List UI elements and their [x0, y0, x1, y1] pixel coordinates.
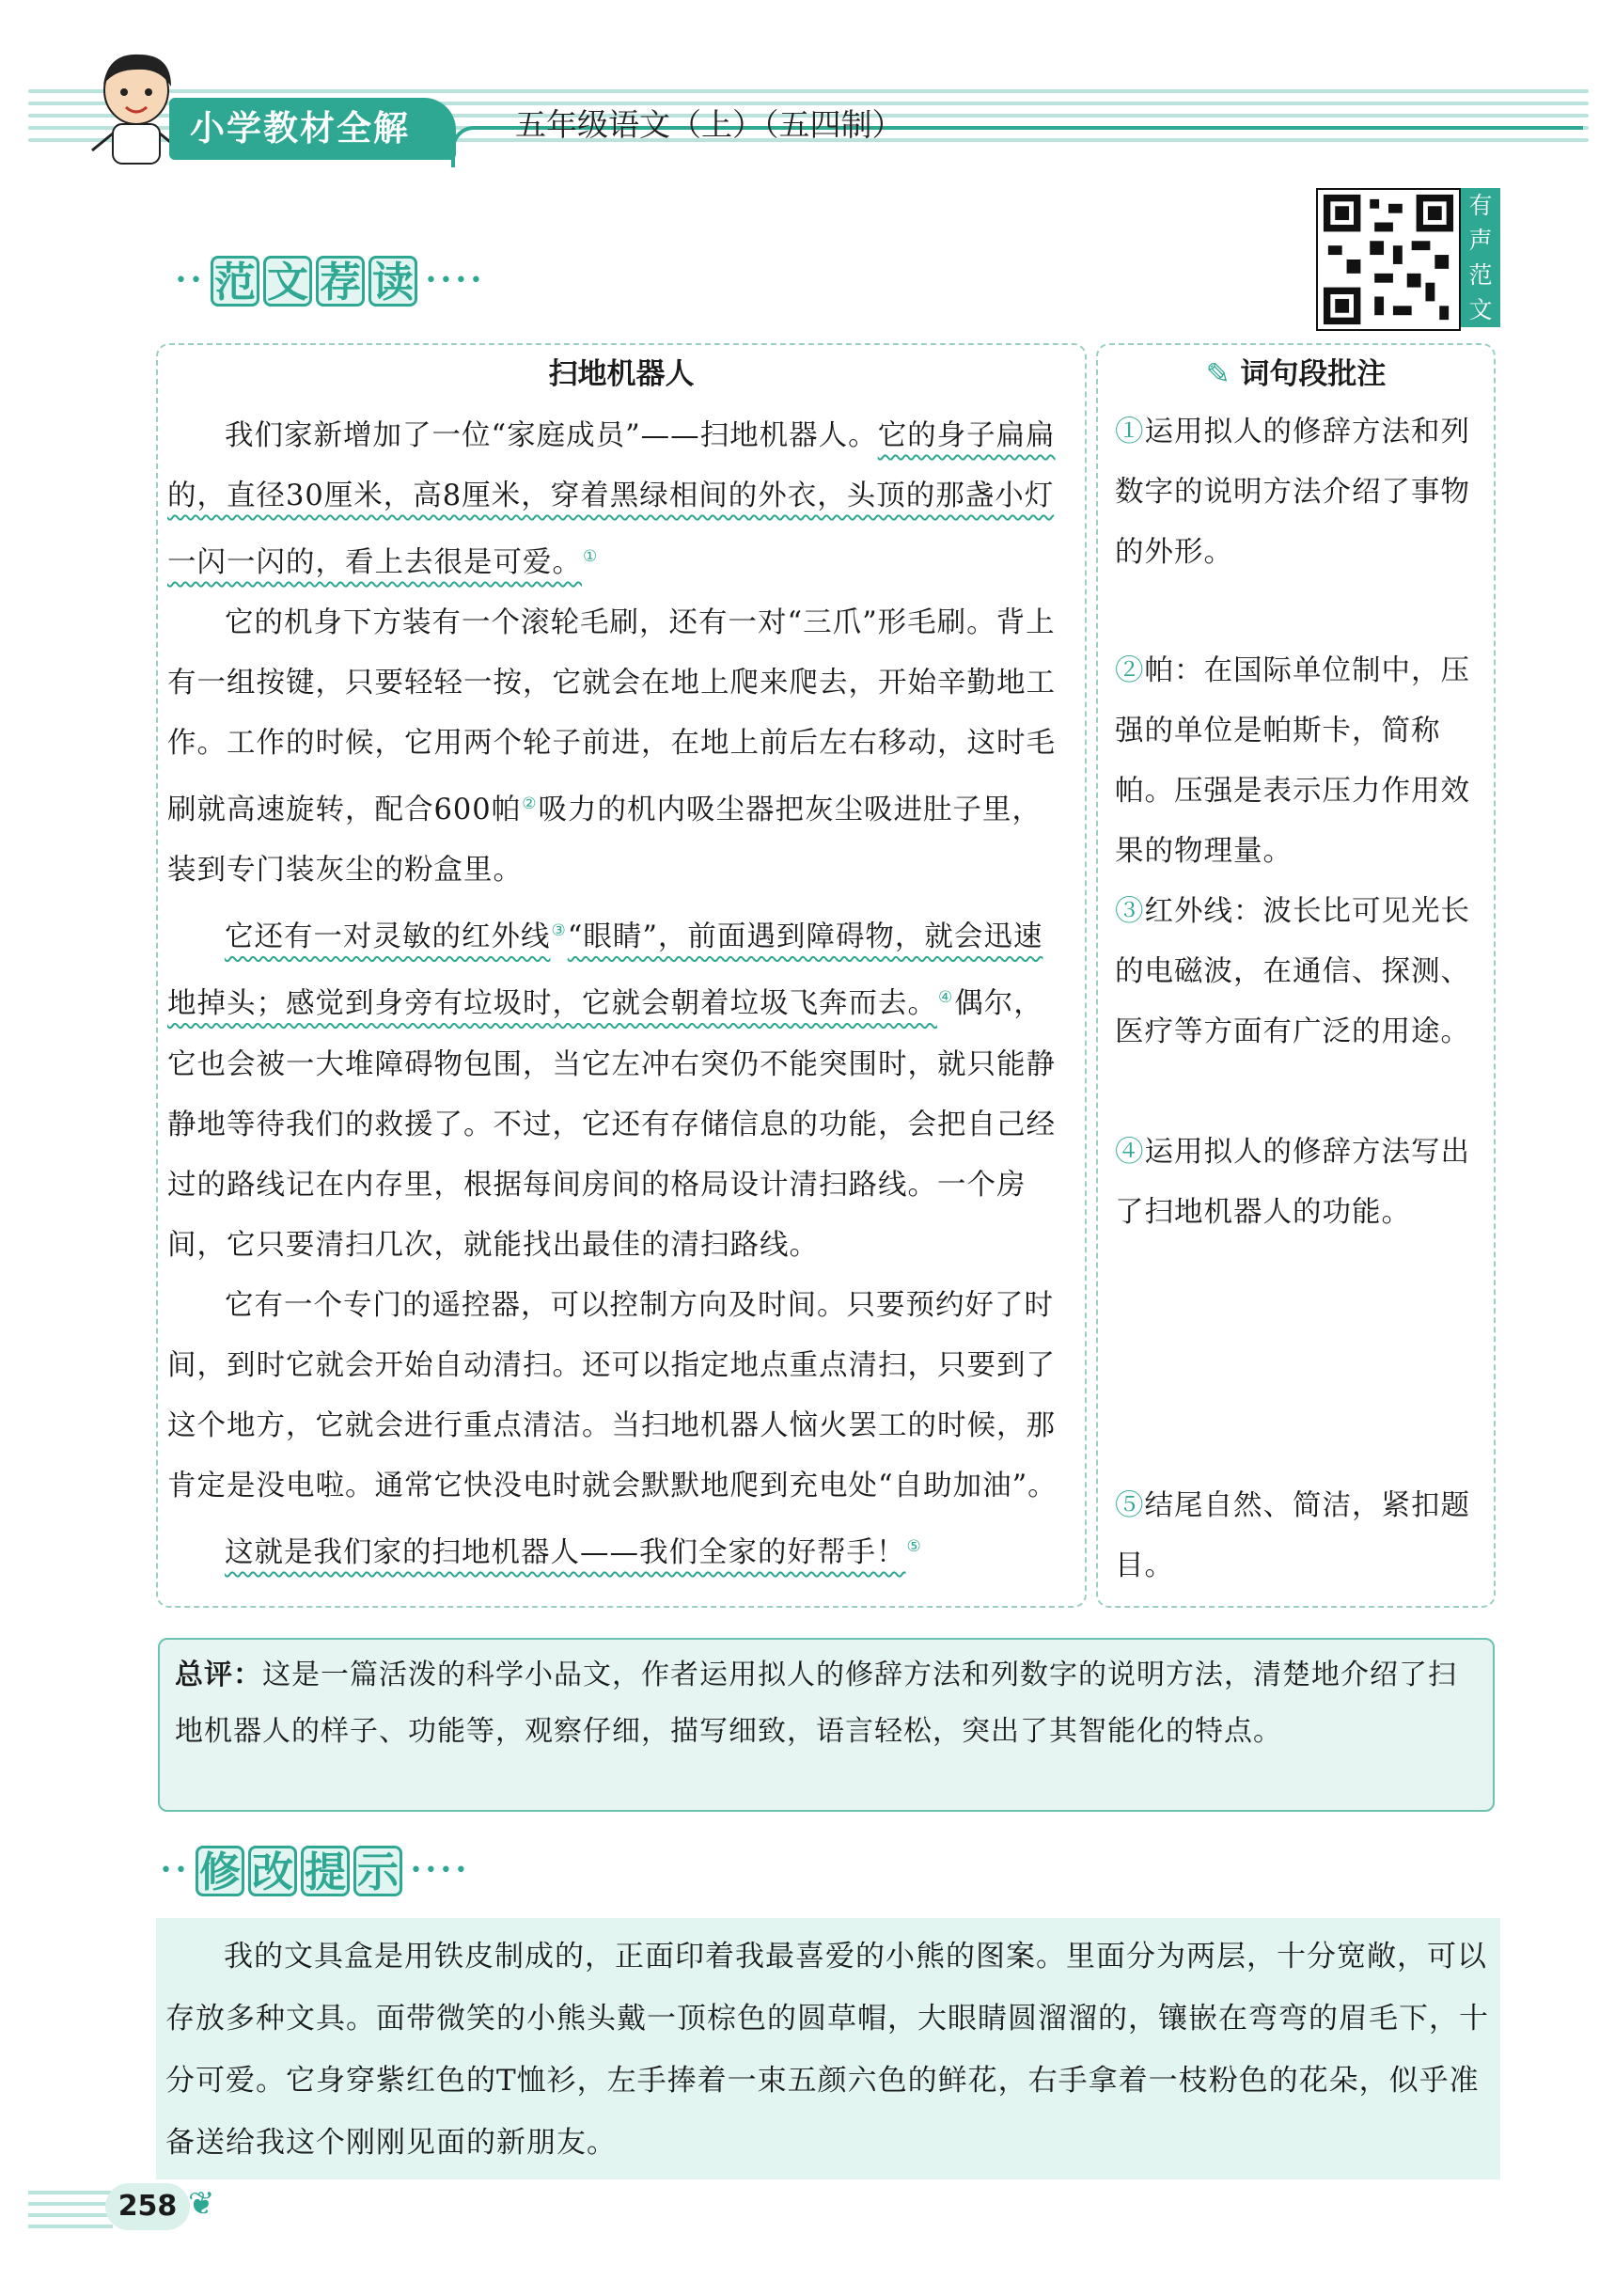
annotation-marker: ⑤ [906, 1536, 922, 1556]
series-title-tab [169, 98, 456, 160]
essay-text: 这就是我们家的扫地机器人——我们全家的好帮手！ [225, 1535, 906, 1569]
note-mark: ④ [1115, 1136, 1145, 1169]
note-item [1115, 402, 1486, 583]
essay-paragraph [167, 1276, 1070, 1517]
note-item [1115, 1123, 1486, 1243]
annotation-marker: ③ [551, 921, 567, 941]
section-dots-left: •• [160, 1859, 190, 1882]
note-mark: ① [1115, 416, 1145, 448]
section-char: 修 [196, 1846, 244, 1896]
essay-text: 它有一个专门的遥控器，可以控制方向及时间。只要预约好了时间，到时它就会开始自动清扫。还可以指定地点重点清扫，只要到了这个地方，它就会进行重点清洁。当扫地机器人恼火罢工的时候，那肯定是没电啦。通常它快没电时就会默默地爬到充电处“自助加油”。 [167, 1288, 1058, 1502]
essay-paragraph [167, 1517, 1070, 1583]
section-char: 读 [368, 256, 417, 307]
qr-audio-label [1461, 188, 1500, 327]
essay-text: 偶尔，它也会被一大堆障碍物包围，当它左冲右突仍不能突围时，就只能静静地等待我们的救援了。不过，它还有存储信息的功能，会把自己经过的路线记在内存里，根据每间房间的格局设计清扫路线。一个房间，它只要清扫几次，就能找出最佳的清扫路线。 [167, 987, 1056, 1262]
qr-label-char: 有 [1468, 192, 1493, 219]
essay-paragraph [167, 901, 1070, 1275]
page-number: 258 [105, 2183, 190, 2230]
note-text: 帕：在国际单位制中，压强的单位是帕斯卡，简称帕。压强是表示压力作用效果的物理量。 [1115, 654, 1470, 868]
series-title: 小学教材全解 [190, 108, 410, 149]
qr-label-char: 范 [1468, 261, 1493, 289]
qr-code-icon[interactable] [1316, 188, 1461, 331]
note-item [1115, 882, 1486, 1062]
note-item [1115, 1476, 1486, 1596]
footer-decor-lines [28, 2191, 113, 2236]
essay-text: 吸力的机内吸尘器把灰尘吸进肚子里，装到专门装灰尘的粉盒里。 [167, 794, 1042, 888]
essay-body [167, 406, 1070, 1583]
section-char: 范 [211, 256, 259, 307]
summary-text: 这是一篇活泼的科学小品文，作者运用拟人的修辞方法和列数字的说明方法，清楚地介绍了扫地机器人的样子、功能等，观察仔细，描写细致，语言轻松，突出了其智能化的特点。 [175, 1659, 1457, 1748]
essay-text: 它的身子扁扁的，直径30厘米，高8厘米，穿着黑绿相间的外衣，头顶的那盏小灯一闪一闪的，看上去很是可爱。 [167, 419, 1056, 580]
summary-label: 总评： [175, 1659, 262, 1691]
section-char: 文 [263, 256, 312, 307]
section-title-revision [160, 1846, 470, 1896]
note-text: 运用拟人的修辞方法和列数字的说明方法介绍了事物的外形。 [1115, 416, 1470, 569]
essay-paragraph [167, 406, 1070, 593]
essay-title: 扫地机器人 [548, 357, 695, 391]
qr-label-char: 文 [1468, 296, 1493, 323]
book-title: 五年级语文（上）（五四制） [515, 106, 903, 143]
annotation-marker: ④ [938, 988, 954, 1008]
essay-paragraph [167, 593, 1070, 901]
section-char: 荐 [316, 256, 365, 307]
note-mark: ⑤ [1115, 1489, 1145, 1522]
revision-paragraph: 我的文具盒是用铁皮制成的，正面印着我最喜爱的小熊的图案。里面分为两层，十分宽敞，可以存放多种文具。面带微笑的小熊头戴一顶棕色的圆草帽，大眼睛圆溜溜的，镶嵌在弯弯的眉毛下，十分可爱。它身穿紫红色的T恤衫，左手捧着一束五颜六色的鲜花，右手拿着一枝粉色的花朵，似乎准备送给我这个刚刚见面的新朋友。 [165, 1940, 1489, 2160]
note-text: 红外线：波长比可见光长的电磁波，在通信、探测、医疗等方面有广泛的用途。 [1115, 895, 1470, 1048]
essay-text: “眼睛”，前面遇到障碍物，就会迅速地掉头；感觉到身旁有垃圾时，它就会朝着垃圾飞奔而去。 [167, 920, 1043, 1021]
note-text: 运用拟人的修辞方法写出了扫地机器人的功能。 [1115, 1136, 1470, 1229]
annotation-marker: ② [522, 794, 538, 814]
section-char: 示 [353, 1846, 402, 1896]
note-text: 结尾自然、简洁，紧扣题目。 [1115, 1489, 1470, 1582]
note-mark: ② [1115, 654, 1145, 687]
section-dots-right: •••• [424, 269, 485, 292]
section-char: 提 [301, 1846, 350, 1896]
summary-box [158, 1638, 1495, 1812]
essay-text: 它的机身下方装有一个滚轮毛刷，还有一对“三爪”形毛刷。背上有一组按键，只要轻轻一按，它就会在地上爬来爬去，开始辛勤地工作。工作的时候，它用两个轮子前进，在地上前后左右移动，这时毛刷就高速旋转，配合600帕 [167, 606, 1056, 827]
note-mark: ③ [1115, 895, 1145, 928]
section-dots-right: •••• [409, 1859, 470, 1882]
notes-title-text: 词句段批注 [1240, 357, 1387, 391]
notes-title [1096, 350, 1496, 399]
leaf-icon: ❦ [188, 2185, 215, 2223]
qr-label-char: 声 [1468, 227, 1493, 254]
section-char: 改 [248, 1846, 297, 1896]
section-title-model-essay [175, 256, 485, 307]
essay-text: 它还有一对灵敏的红外线 [225, 920, 551, 954]
revision-text-box [156, 1918, 1500, 2179]
annotation-marker: ① [583, 547, 599, 566]
note-item [1115, 641, 1486, 882]
pencil-icon: ✎ [1205, 357, 1231, 391]
section-dots-left: •• [175, 269, 205, 292]
essay-text: 我们家新增加了一位“家庭成员”——扫地机器人。 [225, 419, 878, 452]
